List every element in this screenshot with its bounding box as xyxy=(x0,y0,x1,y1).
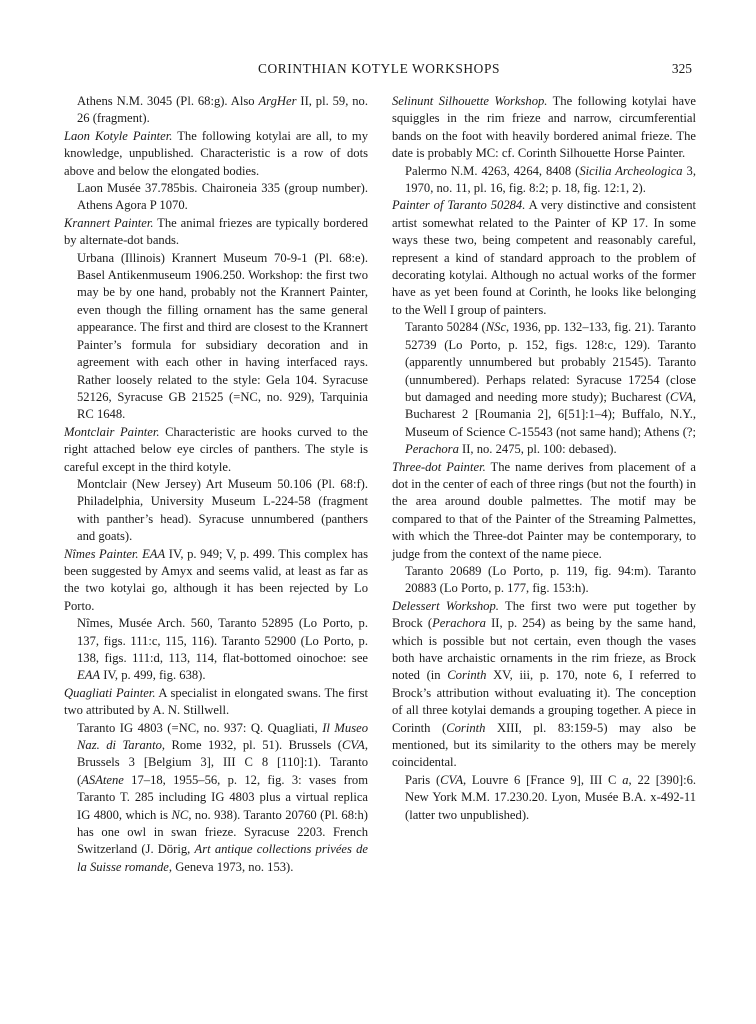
entry-nimes-painter: Nîmes Painter. EAA IV, p. 949; V, p. 499. This complex has been suggested by Amyx and seems valid, at least as far as the two kotylai go, although it has been rejected by Lo Porto. xyxy=(64,546,368,613)
page-number: 325 xyxy=(671,61,692,76)
entry-delessert-list: Paris (CVA, Louvre 6 [France 9], III C a, 22 [390]:6. New York M.M. 17.230.20. Lyon, Musée B.A. x-492-11 (latter two unpublished). xyxy=(405,772,697,822)
entry-three-dot-painter: Three-dot Painter. The name derives from placement of a dot in the center of each of three rings (but not the fourth) in the area around double palmettes. The motif may be compared to that of the Painter of the Streaming Palmettes, with which the Three-dot Painter may be contemporary, to judge from the context of the name piece. xyxy=(392,459,696,561)
running-header xyxy=(66,60,692,80)
running-title: CORINTHIAN KOTYLE WORKSHOPS xyxy=(257,61,501,76)
entry-quagliati-list: Taranto IG 4803 (=NC, no. 937: Q. Quagliati, Il Museo Naz. di Taranto, Rome 1932, pl. 51). Brussels (CVA, Brussels 3 [Belgium 3], III C 8 [110]:1). Taranto (ASAtene 17–18, 1955–56, p. 12, fig. 3: vases from Taranto T. 285 including IG 4803 plus a virtual replica IG 4800, which is NC, no. 938). Taranto 20760 (Pl. 68:h) has one owl in swan frieze. Syracuse 2203. French Switzerland (J. Dörig, Art antique collections privées de la Suisse romande, Geneva 1973, no. 153). xyxy=(77,720,368,874)
entry-selinunt-list: Palermo N.M. 4263, 4264, 8408 (Sicilia Archeologica 3, 1970, no. 11, pl. 16, fig. 8:2; p. 18, fig. 12:1, 2). xyxy=(405,163,696,196)
entry-delessert-workshop: Delessert Workshop. The first two were put together by Brock (Perachora II, p. 254) as being by the same hand, which is possible but not certain, even though the vases both have archaistic ornaments in the rim frieze, as Brock noted (in Corinth XV, iii, p. 170, note 6, I referred to Brock’s attribution without evaluating it). The conception of all three kotylai demands a grouping together. A piece in Corinth (Corinth XIII, pl. 83:159-5) may also be mentioned, but its similarity to the others may be merely coincidental. xyxy=(392,598,697,770)
entry-laon-list: Laon Musée 37.785bis. Chaironeia 335 (group number). Athens Agora P 1070. xyxy=(77,181,368,213)
entry-three-dot-list: Taranto 20689 (Lo Porto, p. 119, fig. 94:m). Taranto 20883 (Lo Porto, p. 177, fig. 153:h). xyxy=(405,563,696,596)
entry-athens-list: Athens N.M. 3045 (Pl. 68:g). Also ArgHer II, pl. 59, no. 26 (fragment). xyxy=(77,94,368,126)
entry-quagliati-painter: Quagliati Painter. A specialist in elongated swans. The first two attributed by A. N. Stillwell. xyxy=(64,685,368,718)
entry-laon-painter: Laon Kotyle Painter. The following kotylai are all, to my knowledge, unpublished. Characteristic is a row of dots above and below the elongated bodies. xyxy=(64,128,369,178)
entry-montclair-list: Montclair (New Jersey) Art Museum 50.106 (Pl. 68:f). Philadelphia, University Museum L-224-58 (fragment with panther’s head). Syracuse unnumbered (panthers and goats). xyxy=(77,476,368,544)
entry-krannert-list: Urbana (Illinois) Krannert Museum 70-9-1 (Pl. 68:e). Basel Antikenmuseum 1906.250. Workshop: the first two may be by one hand, probably not the Krannert Painter, even though the filling ornament has the same general appearance. The first and third are closest to the Krannert Painter’s formula for subsidiary decoration and in agreement with each other in having interfaced rays. Rather loosely related to the style: Gela 104. Syracuse 52126, Syracuse GB 21525 (=NC, no. 929), Tarquinia RC 1648. xyxy=(77,250,368,422)
entry-montclair-painter: Montclair Painter. Characteristic are hooks curved to the right attached below eye circles of panthers. The style is careful except in the third kotyle. xyxy=(64,424,369,474)
entry-nimes-list: Nîmes, Musée Arch. 560, Taranto 52895 (Lo Porto, p. 137, figs. 111:c, 115, 116). Taranto 52900 (Lo Porto, p. 138, figs. 111:d, 113, 114, flat-bottomed oinochoe: see EAA IV, p. 499, fig. 638). xyxy=(77,616,368,683)
entry-krannert-painter: Krannert Painter. The animal friezes are typically bordered by alternate-dot bands. xyxy=(64,215,369,248)
entry-taranto-50284-list: Taranto 50284 (NSc, 1936, pp. 132–133, fig. 21). Taranto 52739 (Lo Porto, p. 152, figs. 128:c, 129). Taranto (apparently unnumbered but probably 21545). Taranto (unnumbered). Perhaps related: Syracuse 17254 (close but damaged and needing more study); Bucharest (CVA, Bucharest 2 [Roumania 2], 6[51]:1–4); Buffalo, N.Y., Museum of Science C-15543 (not same hand); Athens (?; Perachora II, no. 2475, pl. 100: debased). xyxy=(405,320,696,457)
entry-selinunt-workshop: Selinunt Silhouette Workshop. The following kotylai have squiggles in the rim frieze and narrow, circumferential bands on the foot with heavily bordered animal frieze. The date is probably MC: cf. Corinth Silhouette Horse Painter. xyxy=(392,94,697,161)
right-column xyxy=(392,93,696,824)
left-column xyxy=(64,93,368,876)
entry-taranto-50284-painter: Painter of Taranto 50284. A very distinctive and consistent artist somewhat related to the Painter of KP 17. In some ways these two, being competent and reasonably careful, represent a kind of standard approach to the problem of decorating kotylai. Although no actual works of the former have as yet been found at Corinth, he looks like belonging to the Well I group of painters. xyxy=(392,198,696,317)
